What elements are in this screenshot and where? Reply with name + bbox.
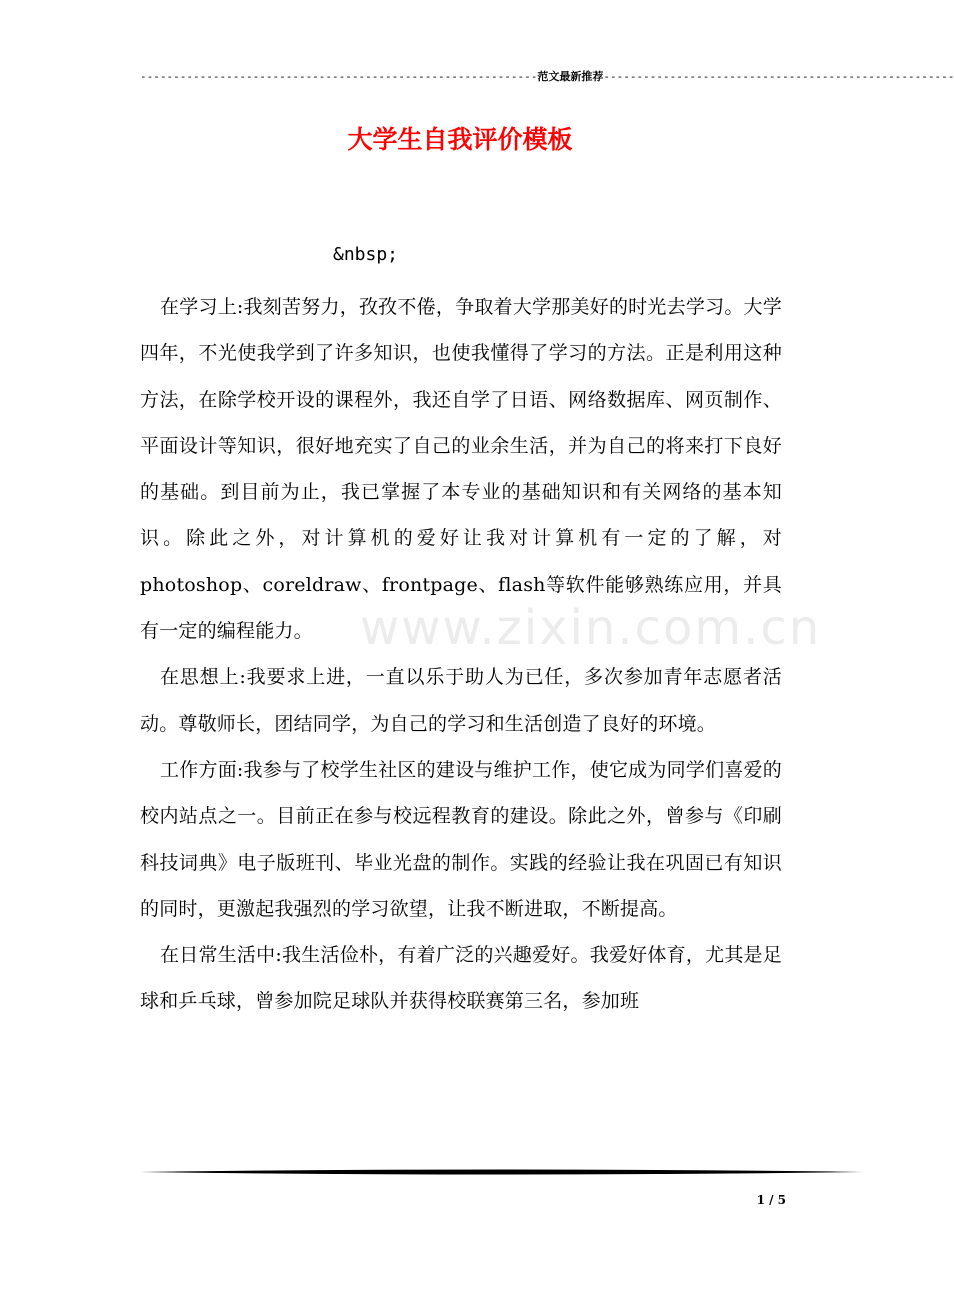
header-label: 范文最新推荐: [537, 70, 604, 83]
watermark-text: www.zixin.com.cn: [360, 600, 822, 656]
header-dashes-right: -----------------------------------------------------: [603, 70, 954, 83]
nbsp-text: &nbsp;: [333, 244, 399, 265]
page-number: 1 / 5: [756, 1193, 786, 1207]
paragraph-study: 在学习上:我刻苦努力，孜孜不倦，争取着大学那美好的时光去学习。大学四年，不光使我学到了许多知识，也使我懂得了学习的方法。正是利用这种方法，在除学校开设的课程外，我还自学了日语、网络数据库、网页制作、平面设计等知识，很好地充实了自己的业余生活，并为自己的将来打下良好的基础。到目前为止，我已掌握了本专业的基础知识和有关网络的基本知识。除此之外，对计算机的爱好让我对计算机有一定的了解，对photoshop、coreldraw、frontpage、flash等软件能够熟练应用，并具有一定的编程能力。: [140, 296, 782, 643]
document-title: 大学生自我评价模板: [347, 125, 573, 154]
paragraph-thought: 在思想上:我要求上进，一直以乐于助人为已任，多次参加青年志愿者活动。尊敬师长，团结同学，为自己的学习和生活创造了良好的环境。: [140, 666, 782, 735]
paragraph-daily-life: 在日常生活中:我生活俭朴，有着广泛的兴趣爱好。我爱好体育，尤其是足球和乒乓球，曾参加院足球队并获得校联赛第三名，参加班: [140, 944, 782, 1013]
footer-rule: [140, 1168, 863, 1176]
paragraph-work: 工作方面:我参与了校学生社区的建设与维护工作，使它成为同学们喜爱的校内站点之一。目前正在参与校远程教育的建设。除此之外，曾参与《印刷科技词典》电子版班刊、毕业光盘的制作。实践的经验让我在巩固已有知识的同时，更激起我强烈的学习欲望，让我不断进取，不断提高。: [140, 758, 782, 920]
header-banner: [140, 68, 954, 86]
document-body: [140, 284, 782, 1025]
header-dashes-left: ------------------------------------------------------------: [140, 70, 538, 83]
